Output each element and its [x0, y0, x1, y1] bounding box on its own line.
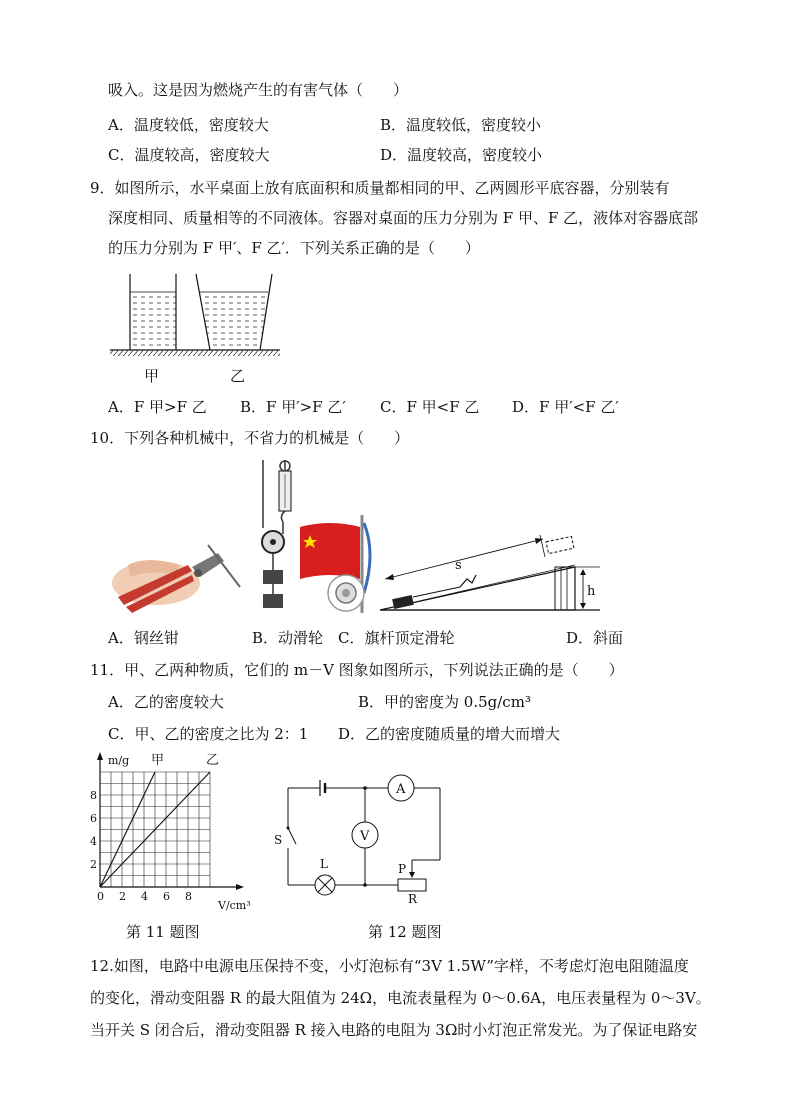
q8-option-c: C．温度较高，密度较大 [108, 146, 270, 164]
q10-label-b: B．动滑轮 [252, 629, 324, 647]
y-tick-label: 2 [90, 858, 97, 871]
rheostat-icon [398, 879, 426, 891]
slider-label: P [398, 862, 407, 876]
switch-label: S [274, 833, 283, 847]
y-axis-arrow-icon [97, 752, 103, 760]
movable-pulley-image [255, 460, 305, 615]
incline-s-label: s [455, 558, 462, 573]
x-tick-label: 4 [141, 890, 148, 903]
q9-option-b: B．F 甲′>F 乙′ [240, 398, 346, 416]
incline-figure [375, 505, 605, 615]
q10-stem: 10．下列各种机械中，不省力的机械是（ ） [90, 429, 410, 447]
y-tick-label: 8 [90, 789, 97, 802]
q10-label-a: A．钢丝钳 [108, 629, 179, 647]
q11-option-a: A．乙的密度较大 [108, 693, 224, 711]
q12-line-2: 的变化，滑动变阻器 R 的最大阻值为 24Ω，电流表量程为 0～0.6A，电压表量程为 0～3V。 [90, 989, 711, 1007]
q10-label-d: D．斜面 [566, 629, 624, 647]
q9-line-1: 9．如图所示，水平桌面上放有底面积和质量都相同的甲、乙两圆形平底容器，分别装有 [90, 179, 670, 197]
q12-line-1: 12.如图，电路中电源电压保持不变，小灯泡标有“3V 1.5W”字样，不考虑灯泡电阻随温度 [90, 957, 689, 975]
q9-label-yi: 乙 [230, 367, 246, 385]
x-tick-label: 6 [163, 890, 170, 903]
q11-option-c: C．甲、乙的密度之比为 2：1 [108, 725, 309, 743]
q9-line-3: 的压力分别为 F 甲′、F 乙′．下列关系正确的是（ ） [108, 239, 480, 257]
q9-option-a: A．F 甲>F 乙 [108, 398, 207, 416]
ammeter-label: A [396, 782, 406, 797]
q9-label-jia: 甲 [144, 367, 160, 385]
switch-icon [288, 828, 296, 844]
q12-fig-caption: 第 12 题图 [368, 923, 442, 941]
incline-h-label: h [587, 584, 596, 599]
q9-option-d: D．F 甲′<F 乙′ [512, 398, 619, 416]
y-tick-label: 4 [90, 835, 97, 848]
q8-stem: 吸入。这是因为燃烧产生的有害气体（ ） [108, 81, 409, 99]
series-label-yi: 乙 [206, 753, 220, 768]
q11-option-d: D．乙的密度随质量的增大而增大 [338, 725, 561, 743]
q8-option-d: D．温度较高，密度较小 [380, 146, 543, 164]
q11-stem: 11．甲、乙两种物质，它们的 m－V 图象如图所示，下列说法正确的是（ ） [90, 661, 624, 679]
x-tick-label: 2 [119, 890, 126, 903]
slider-arrow-icon [409, 872, 415, 878]
q9-line-2: 深度相同、质量相等的不同液体。容器对桌面的压力分别为 F 甲、F 乙，液体对容器底部 [108, 209, 699, 227]
x-axis-arrow-icon [236, 884, 244, 890]
rheostat-label: R [408, 892, 418, 906]
pliers-image [108, 535, 244, 615]
q9-option-c: C．F 甲<F 乙 [380, 398, 480, 416]
q11-fig-caption: 第 11 题图 [126, 923, 200, 941]
lamp-label: L [320, 857, 328, 871]
q10-label-c: C．旗杆顶定滑轮 [338, 629, 455, 647]
q9-containers-figure [100, 270, 290, 390]
series-label-jia: 甲 [151, 753, 165, 768]
q8-option-b: B．温度较低，密度较小 [380, 116, 542, 134]
circuit-diagram [270, 770, 450, 905]
voltmeter-label: V [360, 829, 370, 844]
x-tick-label: 0 [97, 890, 104, 903]
y-tick-label: 6 [90, 812, 97, 825]
y-axis-label: m/g [108, 754, 130, 767]
mv-chart [80, 752, 250, 917]
q8-option-a: A．温度较低，密度较大 [108, 116, 269, 134]
x-axis-label: V/cm³ [218, 899, 251, 912]
q11-option-b: B．甲的密度为 0.5g/cm³ [358, 693, 531, 711]
x-tick-label: 8 [185, 890, 192, 903]
flagpole-pulley-image [300, 513, 372, 615]
q12-line-3: 当开关 S 闭合后，滑动变阻器 R 接入电路的电阻为 3Ω时小灯泡正常发光。为了保证电路安 [90, 1021, 698, 1039]
